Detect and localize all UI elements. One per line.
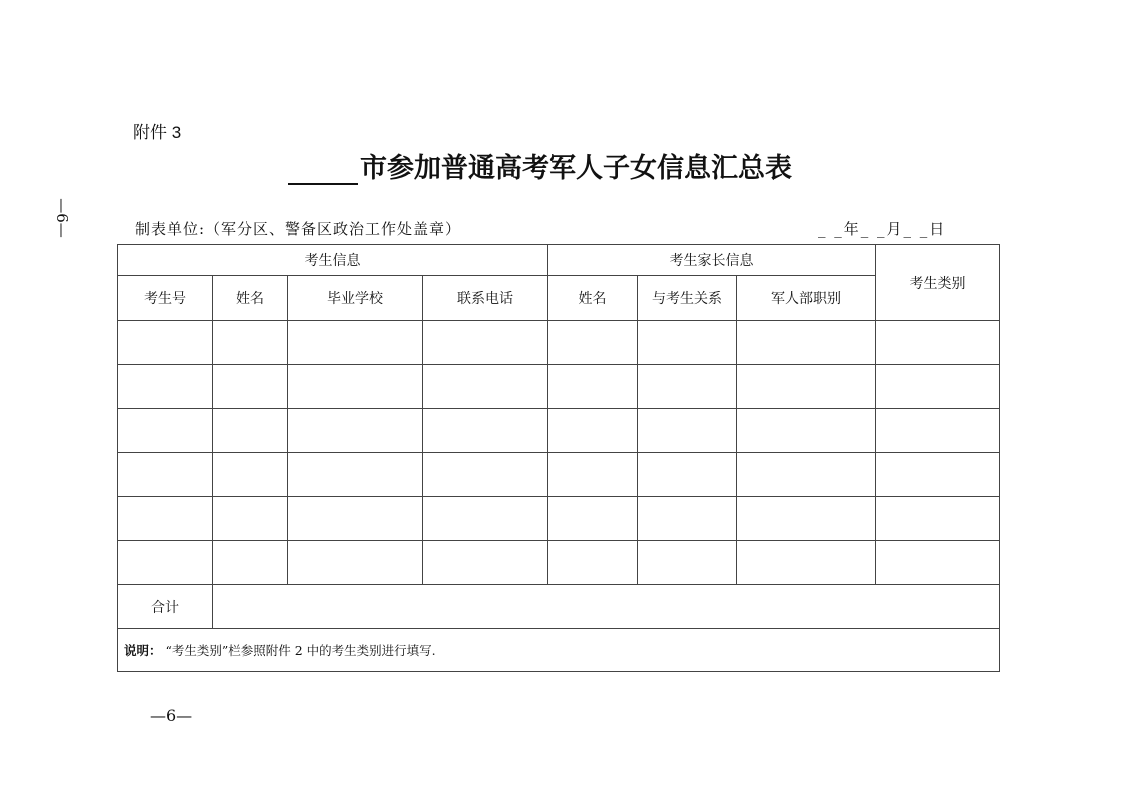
table-row <box>118 365 1000 409</box>
column-header-exam-number: 考生号 <box>118 276 213 321</box>
summary-table <box>117 244 1000 672</box>
prepared-by-label: 制表单位:（军分区、警备区政治工作处盖章） <box>135 220 462 238</box>
group-header-student-info: 考生信息 <box>118 245 548 276</box>
note-label: 说明： <box>124 643 162 658</box>
table-cell[interactable] <box>288 497 423 541</box>
table-cell[interactable] <box>548 321 638 365</box>
table-cell[interactable] <box>288 365 423 409</box>
table-cell[interactable] <box>876 321 1000 365</box>
column-header-row <box>118 276 1000 321</box>
table-cell[interactable] <box>213 453 288 497</box>
note-row <box>118 629 1000 672</box>
table-cell[interactable] <box>876 541 1000 585</box>
table-cell[interactable] <box>118 497 213 541</box>
note-text: “考生类别”栏参照附件 2 中的考生类别进行填写. <box>165 643 436 658</box>
column-header-school: 毕业学校 <box>288 276 423 321</box>
table-cell[interactable] <box>548 409 638 453</box>
table-cell[interactable] <box>288 321 423 365</box>
side-page-marker: —6— <box>53 198 71 238</box>
table-cell[interactable] <box>118 365 213 409</box>
page-title <box>288 146 792 185</box>
group-header-row <box>118 245 1000 276</box>
total-row <box>118 585 1000 629</box>
table-cell[interactable] <box>423 453 548 497</box>
attachment-label: 附件 3 <box>133 123 182 142</box>
table-cell[interactable] <box>548 541 638 585</box>
table-cell[interactable] <box>423 321 548 365</box>
table-cell[interactable] <box>288 409 423 453</box>
title-text: 市参加普通高考军人子女信息汇总表 <box>360 153 792 184</box>
table-cell[interactable] <box>118 453 213 497</box>
table-cell[interactable] <box>737 497 876 541</box>
column-header-student-category: 考生类别 <box>876 245 1000 321</box>
total-label: 合计 <box>118 585 213 629</box>
column-header-phone: 联系电话 <box>423 276 548 321</box>
table-cell[interactable] <box>876 453 1000 497</box>
column-header-military-position: 军人部职别 <box>737 276 876 321</box>
page-number: —6— <box>150 706 193 725</box>
table-cell[interactable] <box>737 409 876 453</box>
table-row <box>118 541 1000 585</box>
table-cell[interactable] <box>213 409 288 453</box>
table-cell[interactable] <box>638 321 737 365</box>
table-cell[interactable] <box>118 409 213 453</box>
table-cell[interactable] <box>548 453 638 497</box>
table-cell[interactable] <box>423 497 548 541</box>
table-cell[interactable] <box>737 541 876 585</box>
column-header-parent-name: 姓名 <box>548 276 638 321</box>
table-cell[interactable] <box>876 497 1000 541</box>
table-cell[interactable] <box>737 365 876 409</box>
table-cell[interactable] <box>423 409 548 453</box>
table-cell[interactable] <box>423 541 548 585</box>
note-cell <box>118 629 1000 672</box>
date-line: _ _年_ _月_ _日 <box>818 220 947 238</box>
table-row <box>118 497 1000 541</box>
table-cell[interactable] <box>737 321 876 365</box>
table-cell[interactable] <box>213 541 288 585</box>
table-row <box>118 409 1000 453</box>
table-cell[interactable] <box>876 365 1000 409</box>
table-cell[interactable] <box>213 497 288 541</box>
table-cell[interactable] <box>118 541 213 585</box>
table-cell[interactable] <box>876 409 1000 453</box>
column-header-student-name: 姓名 <box>213 276 288 321</box>
table-cell[interactable] <box>638 453 737 497</box>
table-row <box>118 453 1000 497</box>
table-cell[interactable] <box>288 541 423 585</box>
city-blank-field[interactable] <box>288 153 358 185</box>
table-cell[interactable] <box>638 365 737 409</box>
table-row <box>118 321 1000 365</box>
table-cell[interactable] <box>213 365 288 409</box>
table-cell[interactable] <box>288 453 423 497</box>
table-cell[interactable] <box>213 321 288 365</box>
table-cell[interactable] <box>638 541 737 585</box>
table-cell[interactable] <box>548 497 638 541</box>
table-cell[interactable] <box>737 453 876 497</box>
table-cell[interactable] <box>118 321 213 365</box>
table-cell[interactable] <box>638 497 737 541</box>
column-header-relationship: 与考生关系 <box>638 276 737 321</box>
group-header-parent-info: 考生家长信息 <box>548 245 876 276</box>
table-cell[interactable] <box>423 365 548 409</box>
table-cell[interactable] <box>548 365 638 409</box>
total-value-cell[interactable] <box>213 585 1000 629</box>
table-cell[interactable] <box>638 409 737 453</box>
